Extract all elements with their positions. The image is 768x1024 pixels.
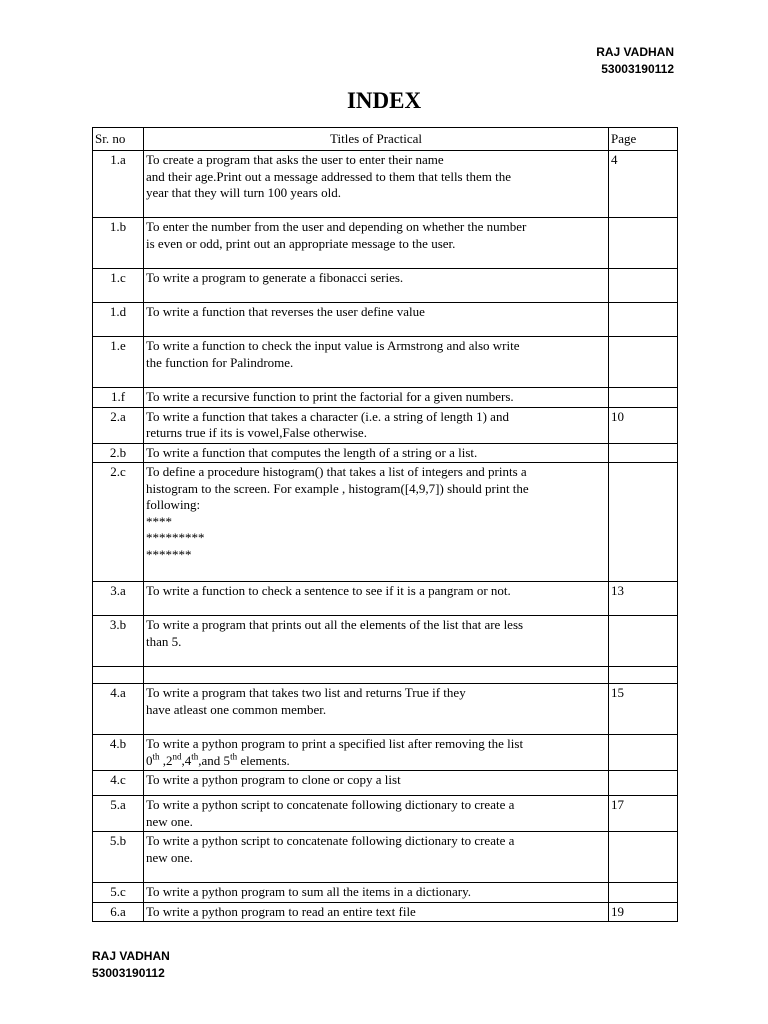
table-row (93, 796, 678, 832)
row-title-line: To write a python program to read an entire text file (146, 903, 416, 919)
row-sr-no: 2.a (93, 407, 144, 443)
row-page (609, 303, 678, 337)
ordinal-suffix: th (191, 751, 199, 762)
row-sr-no (93, 667, 144, 684)
row-page: 17 (609, 796, 678, 832)
row-title-line: new one. (146, 849, 193, 865)
row-title (144, 407, 609, 443)
ordinal-suffix: th (152, 751, 160, 762)
row-title-line: To write a python program to print a specified list after removing the list (146, 736, 524, 751)
row-title (144, 902, 609, 922)
row-page (609, 883, 678, 903)
table-row (93, 269, 678, 303)
title-fragment: ,and 5 (198, 752, 231, 768)
header-author-name: RAJ VADHAN (596, 45, 674, 59)
title-fragment: ,4 (181, 752, 192, 768)
row-sr-no: 3.a (93, 582, 144, 616)
row-title-line: and their age.Print out a message addressed to them that tells them the (146, 168, 511, 184)
row-page (609, 735, 678, 771)
row-title-line: To write a function that computes the length of a string or a list. (146, 444, 478, 460)
row-title (144, 735, 609, 771)
row-title (144, 883, 609, 903)
row-sr-no: 4.c (93, 771, 144, 796)
row-sr-no: 1.e (93, 337, 144, 388)
table-row (93, 883, 678, 903)
row-title (144, 463, 609, 582)
header-author (596, 44, 674, 78)
ordinal-suffix: nd (172, 751, 182, 762)
row-page (609, 463, 678, 582)
row-sr-no: 4.b (93, 735, 144, 771)
row-page (609, 443, 678, 463)
row-title-line: To write a program that prints out all the elements of the list that are less (146, 617, 524, 632)
row-page (609, 616, 678, 667)
table-row (93, 443, 678, 463)
row-title-line: new one. (146, 813, 193, 829)
row-title-line: To write a python program to clone or copy a list (146, 772, 401, 787)
table-row (93, 832, 678, 883)
footer-author (92, 948, 170, 982)
row-page (609, 269, 678, 303)
table-row (93, 463, 678, 582)
row-title-line: To write a recursive function to print the factorial for a given numbers. (146, 389, 514, 404)
row-page: 15 (609, 684, 678, 735)
row-title-line: than 5. (146, 633, 182, 649)
row-sr-no: 1.a (93, 151, 144, 218)
row-sr-no: 3.b (93, 616, 144, 667)
row-title-line: returns true if its is vowel,False otherwise. (146, 425, 367, 440)
row-title-line (146, 753, 606, 770)
row-title-line: the function for Palindrome. (146, 354, 294, 370)
table-row (93, 303, 678, 337)
row-title-line: have atleast one common member. (146, 701, 327, 717)
row-title (144, 337, 609, 388)
row-title (144, 269, 609, 303)
header-author-id: 53003190112 (601, 62, 674, 76)
title-fragment: elements. (237, 752, 290, 768)
row-title-line: year that they will turn 100 years old. (146, 185, 341, 200)
table-row (93, 684, 678, 735)
footer-author-id: 53003190112 (92, 966, 165, 980)
row-title (144, 388, 609, 408)
row-title-line: following: (146, 497, 201, 512)
header-sr-no: Sr. no (93, 128, 144, 151)
table-row (93, 771, 678, 796)
row-title-line: To enter the number from the user and depending on whether the number (146, 219, 527, 234)
row-sr-no: 5.b (93, 832, 144, 883)
row-sr-no: 1.d (93, 303, 144, 337)
row-title-line: ********* (146, 530, 205, 545)
row-title-line: **** (146, 513, 172, 529)
row-sr-no: 2.b (93, 443, 144, 463)
row-title-line: is even or odd, print out an appropriate message to the user. (146, 235, 456, 251)
table-row (93, 616, 678, 667)
row-sr-no: 6.a (93, 902, 144, 922)
row-title-line: histogram to the screen. For example , histogram([4,9,7]) should print the (146, 480, 529, 496)
row-sr-no: 5.c (93, 883, 144, 903)
row-page (609, 337, 678, 388)
title-fragment: ,2 (159, 752, 173, 768)
table-row (93, 151, 678, 218)
row-title-line: To write a function that reverses the user define value (146, 304, 425, 319)
header-page: Page (609, 128, 678, 151)
row-title-line: To write a python script to concatenate following dictionary to create a (146, 797, 515, 812)
row-page (609, 832, 678, 883)
table-row (93, 735, 678, 771)
title-fragment: 0 (146, 752, 153, 768)
row-title-line: To write a program that takes two list and returns True if they (146, 685, 466, 700)
row-title-line: To write a function to check the input value is Armstrong and also write (146, 338, 520, 353)
row-title (144, 832, 609, 883)
row-title-line: To define a procedure histogram() that takes a list of integers and prints a (146, 464, 527, 479)
table-row (93, 337, 678, 388)
header-titles: Titles of Practical (144, 128, 609, 151)
table-row (93, 218, 678, 269)
table-row (93, 407, 678, 443)
row-page (609, 218, 678, 269)
row-sr-no: 1.b (93, 218, 144, 269)
row-title-line: To write a python program to sum all the items in a dictionary. (146, 884, 471, 899)
row-title (144, 151, 609, 218)
index-table-body (93, 128, 678, 922)
table-row (93, 667, 678, 684)
row-title (144, 582, 609, 616)
row-title-line: To write a python script to concatenate following dictionary to create a (146, 833, 515, 848)
row-title (144, 796, 609, 832)
ordinal-suffix: th (230, 751, 238, 762)
footer-author-name: RAJ VADHAN (92, 949, 170, 963)
row-title (144, 443, 609, 463)
row-title (144, 684, 609, 735)
row-page (609, 667, 678, 684)
table-row (93, 388, 678, 408)
row-sr-no: 1.c (93, 269, 144, 303)
row-title (144, 303, 609, 337)
row-sr-no: 2.c (93, 463, 144, 582)
row-page (609, 771, 678, 796)
table-row (93, 902, 678, 922)
row-title (144, 771, 609, 796)
row-title-line: To write a program to generate a fibonacci series. (146, 270, 404, 285)
row-page: 10 (609, 407, 678, 443)
row-title-line: To write a function to check a sentence to see if it is a pangram or not. (146, 583, 511, 598)
table-row (93, 582, 678, 616)
row-sr-no: 5.a (93, 796, 144, 832)
row-title (144, 616, 609, 667)
row-title (144, 667, 609, 684)
row-title-line: ******* (146, 546, 192, 562)
table-header-row (93, 128, 678, 151)
row-sr-no: 1.f (93, 388, 144, 408)
row-page (609, 388, 678, 408)
row-page: 4 (609, 151, 678, 218)
row-page: 13 (609, 582, 678, 616)
page-title: INDEX (346, 88, 422, 113)
row-sr-no: 4.a (93, 684, 144, 735)
row-page: 19 (609, 902, 678, 922)
row-title-line: To write a function that takes a character (i.e. a string of length 1) and (146, 408, 509, 424)
index-table (92, 127, 678, 922)
row-title-line: To create a program that asks the user to enter their name (146, 152, 444, 167)
row-title (144, 218, 609, 269)
